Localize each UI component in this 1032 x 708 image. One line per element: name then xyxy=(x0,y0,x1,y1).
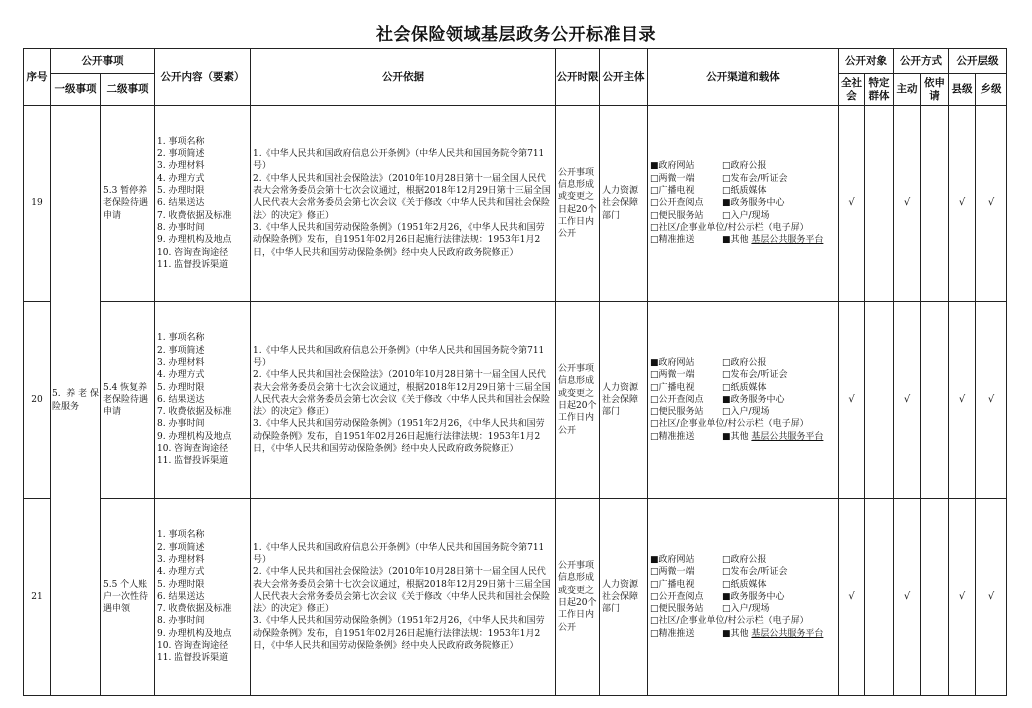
content-list xyxy=(155,302,251,499)
basis-item: 1.《中华人民共和国政府信息公开条例》（中华人民共和国国务院令第711号） xyxy=(253,149,545,172)
check-level-town: √ xyxy=(976,106,1007,302)
table-row xyxy=(24,302,1007,499)
content-item: 11. 监督投诉渠道 xyxy=(157,653,229,664)
content-item: 3. 办理材料 xyxy=(157,357,205,368)
content-item: 10. 咨询查询途径 xyxy=(157,247,229,258)
table-row xyxy=(24,499,1007,696)
row-level2: 5.4 恢复养老保险待遇申请 xyxy=(101,302,155,499)
content-item: 11. 监督投诉渠道 xyxy=(157,456,229,467)
content-item: 5. 办理时限 xyxy=(157,382,205,393)
channel-option: □公开查阅点 xyxy=(650,394,704,405)
channel-option: □发布会/听证会 xyxy=(722,567,788,578)
row-level2: 5.3 暂停养老保险待遇申请 xyxy=(101,106,155,302)
time-limit: 公开事项信息形成或变更之日起20个工作日内公开 xyxy=(556,302,600,499)
channel-row xyxy=(650,431,838,443)
channel-option: □政府公报 xyxy=(722,554,767,565)
channel-row xyxy=(650,579,838,591)
header-level-group: 公开层级 xyxy=(949,49,1007,74)
channel-row xyxy=(650,173,838,185)
content-list xyxy=(155,106,251,302)
basis-item: 1.《中华人民共和国政府信息公开条例》（中华人民共和国国务院令第711号） xyxy=(253,542,545,565)
header-level2: 二级事项 xyxy=(101,74,155,106)
check-level-town: √ xyxy=(976,499,1007,696)
catalog-table xyxy=(23,48,1007,696)
content-item: 6. 结果送达 xyxy=(157,394,205,405)
channel-row xyxy=(650,406,838,418)
header-method-group: 公开方式 xyxy=(894,49,949,74)
check-method-active: √ xyxy=(894,106,921,302)
channel-option: ■政务服务中心 xyxy=(722,198,785,209)
channel-option: □便民服务站 xyxy=(650,407,704,418)
basis-item: 2.《中华人民共和国社会保险法》（2010年10月28日第十一届全国人民代表大会常务委员会第十七次会议通过，根据2018年12月29日第十三届全国人民代表大会常务委员会第七次会议《关于修改〈中华人民共和国社会保险法〉的决定》修正） xyxy=(253,370,551,418)
channel-option: □发布会/听证会 xyxy=(722,370,788,381)
row-level2: 5.5 个人账户一次性待遇申领 xyxy=(101,499,155,696)
content-item: 7. 收费依据及标准 xyxy=(157,604,232,615)
channel-option: □便民服务站 xyxy=(650,604,704,615)
channel-row xyxy=(650,369,838,381)
content-item: 8. 办事时间 xyxy=(157,419,205,430)
header-basis: 公开依据 xyxy=(251,49,556,106)
header-items-group: 公开事项 xyxy=(51,49,155,74)
header-audience-all: 全社会 xyxy=(839,74,865,106)
row-seq: 21 xyxy=(24,499,51,696)
content-item: 2. 事项简述 xyxy=(157,542,205,553)
content-item: 6. 结果送达 xyxy=(157,591,205,602)
channel-row xyxy=(650,418,838,430)
channel-option: ■政府网站 xyxy=(650,161,695,172)
basis-item: 1.《中华人民共和国政府信息公开条例》（中华人民共和国国务院令第711号） xyxy=(253,345,545,368)
check-audience-all: √ xyxy=(839,106,865,302)
channel-option: □两微一端 xyxy=(650,173,695,184)
basis-item: 3.《中华人民共和国劳动保险条例》（1951年2月26，《中华人民共和国劳动保险条例》发布，自1951年02月26日起施行法律法规：1953年1月2日，《中华人民共和国劳动保险条例》经中央人民政府政务院修正） xyxy=(253,616,545,652)
channel-option: ■政府网站 xyxy=(650,554,695,565)
check-level-town: √ xyxy=(976,302,1007,499)
content-item: 9. 办理机构及地点 xyxy=(157,235,232,246)
header-method-request: 依申请 xyxy=(921,74,949,106)
channel-option: □广播电视 xyxy=(650,382,695,393)
channel-other-text: 基层公共服务平台 xyxy=(751,628,824,639)
content-item: 3. 办理材料 xyxy=(157,161,205,172)
check-method-request xyxy=(921,302,949,499)
channel-option: □精准推送 xyxy=(650,235,695,246)
content-item: 8. 办事时间 xyxy=(157,616,205,627)
channel-other-text: 基层公共服务平台 xyxy=(751,235,824,246)
basis-item: 2.《中华人民共和国社会保险法》（2010年10月28日第十一届全国人民代表大会常务委员会第十七次会议通过，根据2018年12月29日第十三届全国人民代表大会常务委员会第七次会议《关于修改〈中华人民共和国社会保险法〉的决定》修正） xyxy=(253,173,551,221)
content-item: 2. 事项简述 xyxy=(157,149,205,160)
content-item: 4. 办理方式 xyxy=(157,370,205,381)
channel-option: □精准推送 xyxy=(650,431,695,442)
check-audience-specific xyxy=(865,106,894,302)
header-subject: 公开主体 xyxy=(600,49,648,106)
page-title: 社会保险领域基层政务公开标准目录 xyxy=(376,25,656,45)
channel-option: □两微一端 xyxy=(650,370,695,381)
basis-item: 3.《中华人民共和国劳动保险条例》（1951年2月26，《中华人民共和国劳动保险条例》发布，自1951年02月26日起施行法律法规：1953年1月2日，《中华人民共和国劳动保险条例》经中央人民政府政务院修正） xyxy=(253,419,545,455)
channel-option: □公开查阅点 xyxy=(650,198,704,209)
channel-row xyxy=(650,197,838,209)
content-item: 7. 收费依据及标准 xyxy=(157,407,232,418)
channel-option: □广播电视 xyxy=(650,579,695,590)
check-audience-all: √ xyxy=(839,302,865,499)
content-item: 7. 收费依据及标准 xyxy=(157,210,232,221)
content-item: 1. 事项名称 xyxy=(157,530,205,541)
content-item: 3. 办理材料 xyxy=(157,554,205,565)
channel-option: ■其他 基层公共服务平台 xyxy=(722,628,824,639)
header-level-town: 乡级 xyxy=(976,74,1007,106)
channel-option: □纸质媒体 xyxy=(722,186,767,197)
basis-item: 3.《中华人民共和国劳动保险条例》（1951年2月26，《中华人民共和国劳动保险条例》发布，自1951年02月26日起施行法律法规：1953年1月2日，《中华人民共和国劳动保险条例》经中央人民政府政务院修正） xyxy=(253,222,545,258)
basis-list xyxy=(251,499,556,696)
content-item: 5. 办理时限 xyxy=(157,579,205,590)
channel-option: ■政务服务中心 xyxy=(722,394,785,405)
check-audience-specific xyxy=(865,302,894,499)
channel-option: ■政务服务中心 xyxy=(722,591,785,602)
content-item: 4. 办理方式 xyxy=(157,173,205,184)
channel-option: □社区/企事业单位/村公示栏（电子屏） xyxy=(650,419,809,430)
basis-list xyxy=(251,302,556,499)
content-item: 6. 结果送达 xyxy=(157,198,205,209)
subject: 人力资源社会保障部门 xyxy=(600,499,648,696)
channel-option: □政府公报 xyxy=(722,357,767,368)
check-audience-specific xyxy=(865,499,894,696)
channel-row xyxy=(650,615,838,627)
channel-option: □社区/企事业单位/村公示栏（电子屏） xyxy=(650,616,809,627)
header-time-limit: 公开时限 xyxy=(556,49,600,106)
row-seq: 20 xyxy=(24,302,51,499)
channel-row xyxy=(650,628,838,640)
basis-list xyxy=(251,106,556,302)
content-item: 5. 办理时限 xyxy=(157,186,205,197)
channel-option: □便民服务站 xyxy=(650,210,704,221)
channel-option: □发布会/听证会 xyxy=(722,173,788,184)
check-level-county: √ xyxy=(949,106,976,302)
content-item: 4. 办理方式 xyxy=(157,567,205,578)
channel-row xyxy=(650,554,838,566)
channels-list xyxy=(648,106,839,302)
content-item: 1. 事项名称 xyxy=(157,136,205,147)
header-audience-specific: 特定群体 xyxy=(865,74,894,106)
content-item: 9. 办理机构及地点 xyxy=(157,628,232,639)
channel-option: □广播电视 xyxy=(650,186,695,197)
channel-option: □政府公报 xyxy=(722,161,767,172)
channel-option: □两微一端 xyxy=(650,567,695,578)
check-level-county: √ xyxy=(949,302,976,499)
content-item: 8. 办事时间 xyxy=(157,222,205,233)
channel-row xyxy=(650,357,838,369)
time-limit: 公开事项信息形成或变更之日起20个工作日内公开 xyxy=(556,499,600,696)
channel-row xyxy=(650,394,838,406)
content-list xyxy=(155,499,251,696)
row-seq: 19 xyxy=(24,106,51,302)
check-method-request xyxy=(921,106,949,302)
channel-row xyxy=(650,566,838,578)
subject: 人力资源社会保障部门 xyxy=(600,302,648,499)
basis-item: 2.《中华人民共和国社会保险法》（2010年10月28日第十一届全国人民代表大会常务委员会第十七次会议通过，根据2018年12月29日第十三届全国人民代表大会常务委员会第七次会议《关于修改〈中华人民共和国社会保险法〉的决定》修正） xyxy=(253,567,551,615)
time-limit: 公开事项信息形成或变更之日起20个工作日内公开 xyxy=(556,106,600,302)
content-item: 1. 事项名称 xyxy=(157,333,205,344)
content-item: 10. 咨询查询途径 xyxy=(157,641,229,652)
channel-row xyxy=(650,382,838,394)
channel-other-text: 基层公共服务平台 xyxy=(751,431,824,442)
channel-row xyxy=(650,210,838,222)
channel-row xyxy=(650,591,838,603)
channel-option: □纸质媒体 xyxy=(722,382,767,393)
header-level1: 一级事项 xyxy=(51,74,101,106)
header-method-active: 主动 xyxy=(894,74,921,106)
channel-row xyxy=(650,234,838,246)
header-channels: 公开渠道和载体 xyxy=(648,49,839,106)
content-item: 10. 咨询查询途径 xyxy=(157,444,229,455)
table-row xyxy=(24,106,1007,302)
subject: 人力资源社会保障部门 xyxy=(600,106,648,302)
channel-option: □入户/现场 xyxy=(722,407,770,418)
level1-item: 5. 养老保险服务 xyxy=(51,106,101,696)
channel-row xyxy=(650,160,838,172)
header-content: 公开内容（要素） xyxy=(155,49,251,106)
channel-option: ■其他 基层公共服务平台 xyxy=(722,431,824,442)
content-item: 2. 事项简述 xyxy=(157,345,205,356)
check-method-active: √ xyxy=(894,499,921,696)
check-audience-all: √ xyxy=(839,499,865,696)
check-method-request xyxy=(921,499,949,696)
channel-row xyxy=(650,222,838,234)
channel-option: ■政府网站 xyxy=(650,357,695,368)
header-seq: 序号 xyxy=(24,49,51,106)
channel-option: □公开查阅点 xyxy=(650,591,704,602)
channels-list xyxy=(648,302,839,499)
header-audience-group: 公开对象 xyxy=(839,49,894,74)
channel-option: □精准推送 xyxy=(650,628,695,639)
check-method-active: √ xyxy=(894,302,921,499)
header-level-county: 县级 xyxy=(949,74,976,106)
channel-option: ■其他 基层公共服务平台 xyxy=(722,235,824,246)
content-item: 11. 监督投诉渠道 xyxy=(157,259,229,270)
channel-row xyxy=(650,185,838,197)
channel-option: □入户/现场 xyxy=(722,210,770,221)
check-level-county: √ xyxy=(949,499,976,696)
channel-option: □社区/企事业单位/村公示栏（电子屏） xyxy=(650,222,809,233)
channel-option: □纸质媒体 xyxy=(722,579,767,590)
channel-row xyxy=(650,603,838,615)
channels-list xyxy=(648,499,839,696)
content-item: 9. 办理机构及地点 xyxy=(157,431,232,442)
channel-option: □入户/现场 xyxy=(722,604,770,615)
